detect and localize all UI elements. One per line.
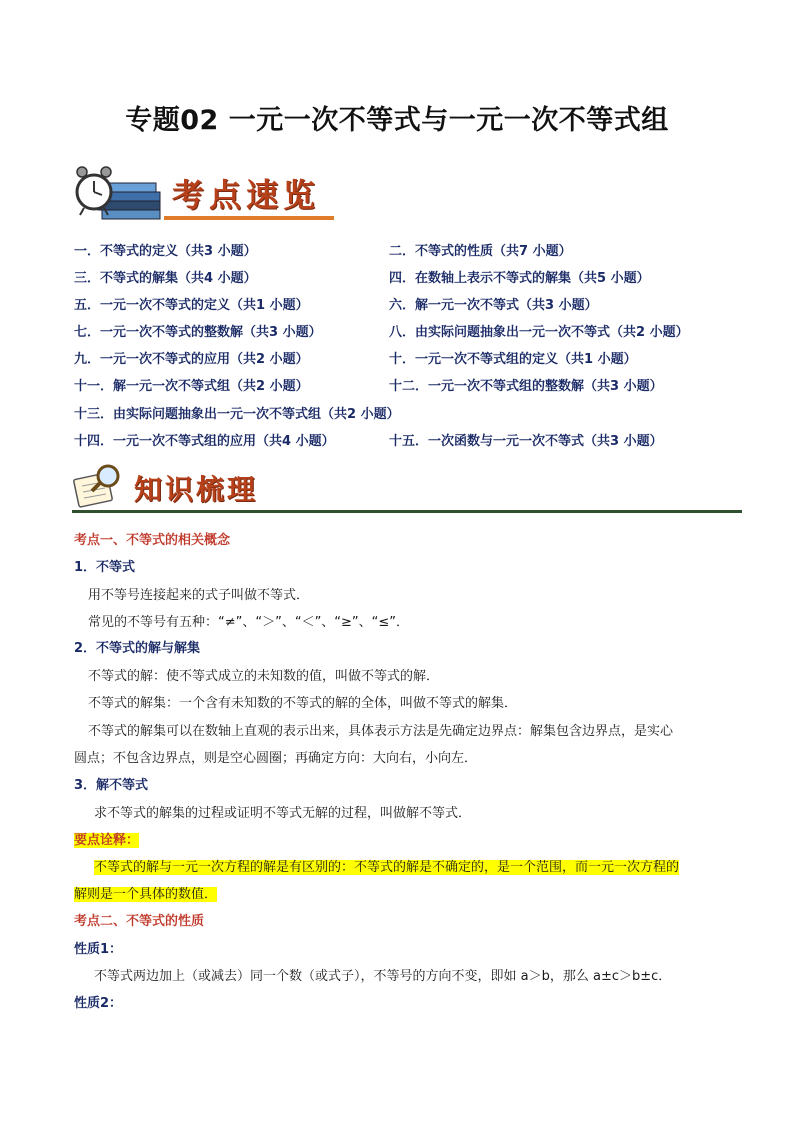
subheading: 1．不等式 — [74, 560, 136, 575]
paragraph: 不等式的解集：一个含有未知数的不等式的解的全体，叫做不等式的解集． — [88, 696, 518, 711]
toc-item: 五．一元一次不等式的定义（共1 小题） — [74, 298, 309, 313]
paragraph: 常见的不等号有五种：“≠”、“＞”、“＜”、“≥”、“≤”． — [88, 615, 410, 630]
toc-item: 十四．一元一次不等式组的应用（共4 小题） — [74, 434, 335, 449]
section-banner-knowledge — [72, 462, 742, 514]
toc-item: 十五．一次函数与一元一次不等式（共3 小题） — [389, 434, 663, 449]
paragraph: 不等式的解：使不等式成立的未知数的值，叫做不等式的解． — [88, 669, 440, 684]
note-title-text: 要点诠释： — [74, 833, 140, 848]
paragraph: 用不等号连接起来的式子叫做不等式． — [88, 588, 310, 603]
toc-item: 八．由实际问题抽象出一元一次不等式（共2 小题） — [389, 325, 689, 340]
toc-item: 六．解一元一次不等式（共3 小题） — [389, 298, 598, 313]
banner-underline — [164, 216, 334, 220]
toc-item: 十一．解一元一次不等式组（共2 小题） — [74, 379, 309, 394]
subheading: 2．不等式的解与解集 — [74, 641, 201, 656]
paragraph: 不等式的解集可以在数轴上直观的表示出来，具体表示方法是先确定边界点：解集包含边界点，是实心 — [88, 724, 674, 739]
subheading: 3．解不等式 — [74, 778, 149, 793]
page-title: 专题02 一元一次不等式与一元一次不等式组 — [125, 105, 669, 136]
paragraph: 求不等式的解集的过程或证明不等式无解的过程，叫做解不等式． — [94, 806, 472, 821]
subheading: 性质1： — [74, 942, 123, 957]
banner-underline — [72, 510, 742, 513]
toc-item: 二．不等式的性质（共7 小题） — [389, 244, 572, 259]
note-text — [74, 883, 217, 902]
kp-heading: 考点二、不等式的性质 — [74, 914, 205, 929]
note-text — [94, 856, 679, 875]
toc-item: 三．不等式的解集（共4 小题） — [74, 271, 257, 286]
note-title — [74, 829, 139, 848]
toc-item: 十二．一元一次不等式组的整数解（共3 小题） — [389, 379, 663, 394]
note-text-line1: 不等式的解与一元一次方程的解是有区别的：不等式的解是不确定的，是一个范围，而一元一次方程的 — [94, 860, 680, 875]
toc-item: 九．一元一次不等式的应用（共2 小题） — [74, 352, 309, 367]
toc-item: 十三．由实际问题抽象出一元一次不等式组（共2 小题） — [74, 407, 400, 422]
notepad-magnifier-icon — [72, 462, 130, 510]
toc-item: 七．一元一次不等式的整数解（共3 小题） — [74, 325, 322, 340]
toc-item: 四．在数轴上表示不等式的解集（共5 小题） — [389, 271, 650, 286]
subheading: 性质2： — [74, 996, 123, 1011]
paragraph: 圆点；不包含边界点，则是空心圆圈；再确定方向：大向右，小向左． — [74, 751, 478, 766]
kp-heading: 考点一、不等式的相关概念 — [74, 533, 231, 548]
toc-item: 十．一元一次不等式组的定义（共1 小题） — [389, 352, 637, 367]
alarm-clock-books-icon — [72, 162, 168, 224]
toc-item: 一．不等式的定义（共3 小题） — [74, 244, 257, 259]
paragraph: 不等式两边加上（或减去）同一个数（或式子），不等号的方向不变，即如 a＞b，那么 a±c＞b±c． — [94, 969, 672, 984]
section-banner-label: 考点速览 — [172, 176, 321, 214]
note-text-line2: 解则是一个具体的数值． — [74, 887, 218, 902]
section-banner-overview — [72, 162, 334, 224]
section-banner-label: 知识梳理 — [134, 473, 259, 506]
